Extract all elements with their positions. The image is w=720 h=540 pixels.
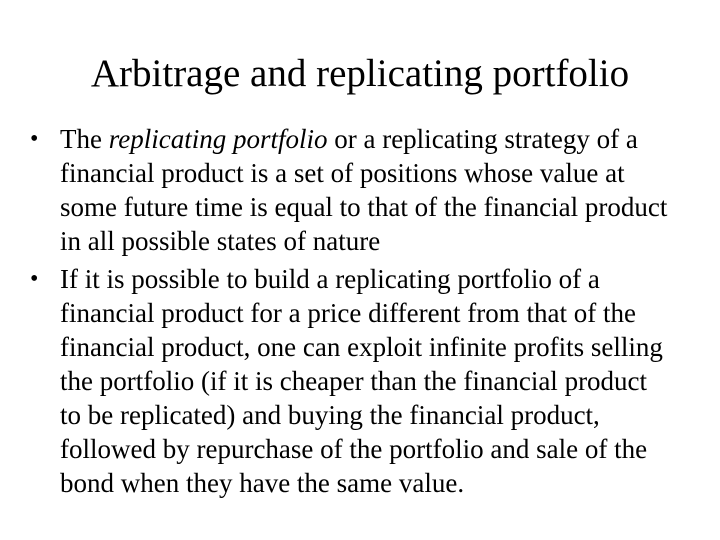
bullet-line: the portfolio (if it is cheaper than the financial product (60, 366, 648, 396)
emphasized-term: replicating portfolio (108, 124, 328, 154)
bullet-text: The (60, 124, 109, 154)
bullet-item-replicating-portfolio (0, 122, 700, 258)
bullet-line: to be replicated) and buying the financial product, (60, 400, 600, 430)
bullet-line: in all possible states of nature (60, 226, 381, 256)
bullet-line: financial product is a set of positions whose value at (60, 158, 625, 188)
bullet-text: or a replicating strategy of a (327, 124, 638, 154)
slide-title: Arbitrage and replicating portfolio (90, 52, 630, 95)
bullet-line: financial product for a price different from that of the (60, 298, 637, 328)
bullet-line: bond when they have the same value. (60, 468, 465, 498)
bullet-marker: • (30, 266, 39, 292)
bullet-line (60, 122, 700, 156)
bullet-item-arbitrage (0, 262, 700, 500)
bullet-line: followed by repurchase of the portfolio and sale of the (60, 434, 648, 464)
bullet-line: financial product, one can exploit infinite profits selling (60, 332, 663, 362)
bullet-line: some future time is equal to that of the financial product (60, 192, 668, 222)
bullet-marker: • (30, 126, 39, 152)
bullet-list (0, 122, 720, 504)
bullet-line: If it is possible to build a replicating portfolio of a (60, 264, 600, 294)
